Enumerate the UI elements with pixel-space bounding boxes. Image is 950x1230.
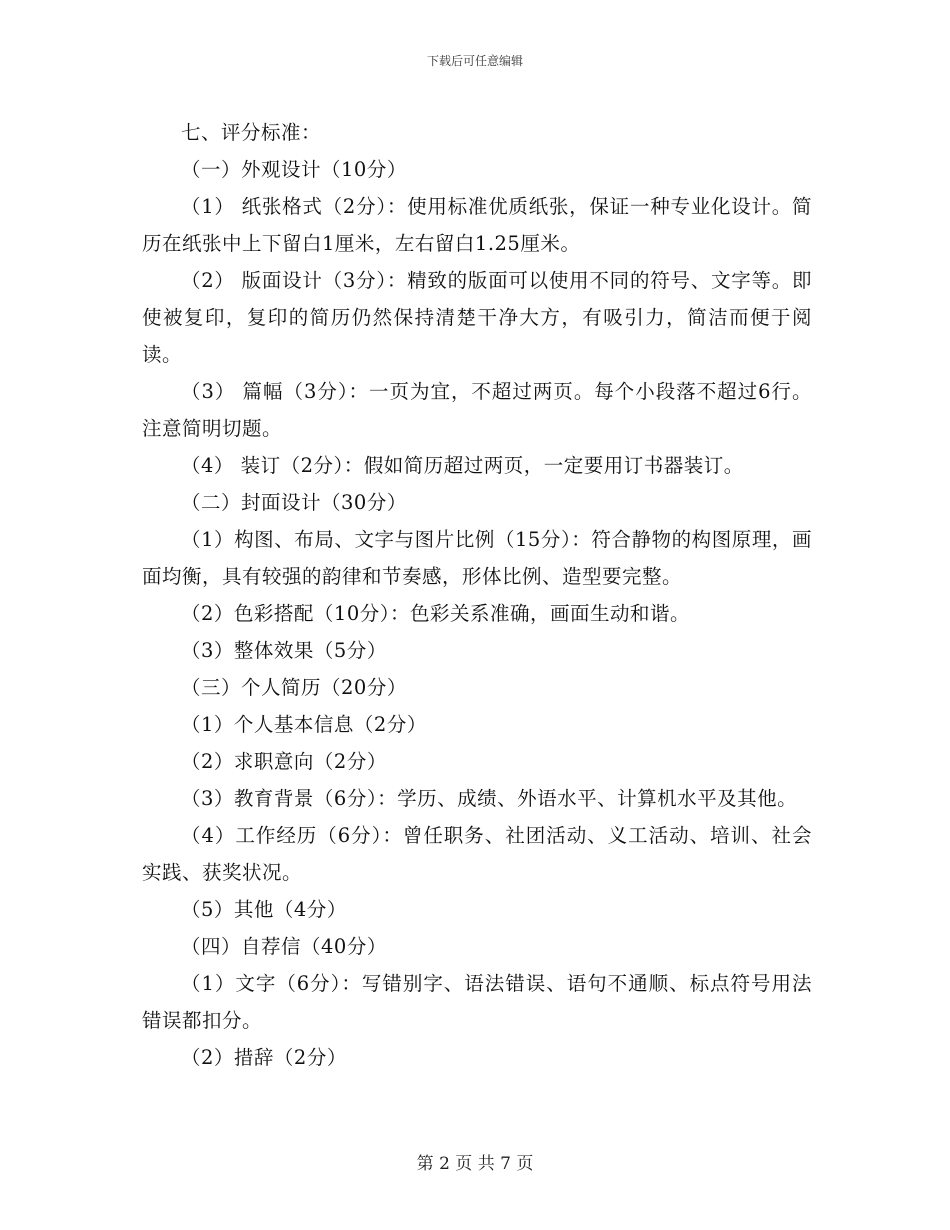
- subsection-personal-resume: （三）个人简历（20分）: [181, 676, 407, 699]
- page-header-note: 下载后可任意编辑: [426, 54, 523, 68]
- item-length: （3） 篇幅（3分）：一页为宜，不超过两页。每个小段落不超过6行。注意简明切题。: [142, 380, 812, 440]
- subsection-cover-design: （二）封面设计（30分）: [181, 491, 407, 514]
- item-color-matching: （2）色彩搭配（10分）：色彩关系准确，画面生动和谐。: [181, 602, 690, 625]
- item-work-experience: （4）工作经历（6分）：曾任职务、社团活动、义工活动、培训、社会实践、获奖状况。: [142, 824, 812, 884]
- subsection-cover-letter: （四）自荐信（40分）: [181, 935, 387, 958]
- item-paper-format: （1） 纸张格式（2分）：使用标准优质纸张，保证一种专业化设计。简历在纸张中上下留白1厘米，左右留白1.25厘米。: [142, 195, 812, 255]
- item-writing: （1）文字（6分）：写错别字、语法错误、语句不通顺、标点符号用法错误都扣分。: [142, 972, 812, 1032]
- subsection-appearance-design: （一）外观设计（10分）: [181, 158, 407, 181]
- item-job-intention: （2）求职意向（2分）: [181, 750, 387, 773]
- item-education: （3）教育背景（6分）：学历、成绩、外语水平、计算机水平及其他。: [181, 787, 798, 810]
- item-binding: （4） 装订（2分）：假如简历超过两页，一定要用订书器装订。: [181, 454, 744, 477]
- item-basic-info: （1）个人基本信息（2分）: [181, 713, 427, 736]
- item-wording: （2）措辞（2分）: [181, 1046, 347, 1069]
- document-body: [142, 114, 812, 1076]
- item-layout-design: （2） 版面设计（3分）：精致的版面可以使用不同的符号、文字等。即使被复印，复印的简历仍然保持清楚干净大方，有吸引力，简洁而便于阅读。: [142, 269, 812, 366]
- item-composition: （1）构图、布局、文字与图片比例（15分）：符合静物的构图原理，画面均衡，具有较强的韵律和节奏感，形体比例、造型要完整。: [142, 528, 812, 588]
- item-overall-effect: （3）整体效果（5分）: [181, 639, 387, 662]
- page-number: 第 2 页 共 7 页: [416, 1154, 534, 1174]
- item-other: （5）其他（4分）: [181, 898, 347, 921]
- section-heading-scoring: 七、评分标准：: [181, 121, 322, 144]
